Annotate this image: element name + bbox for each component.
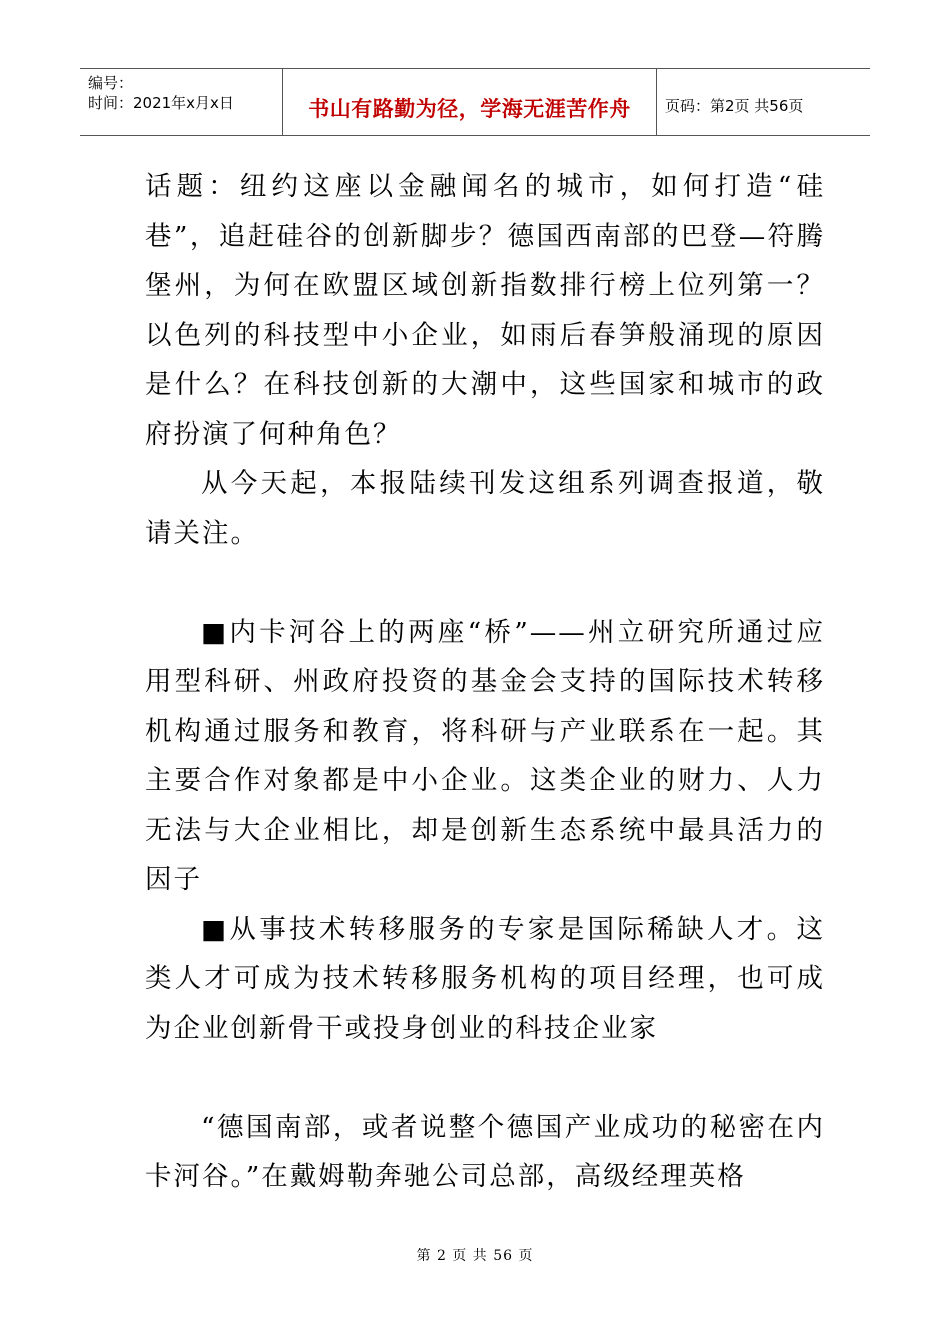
- document-number-label: 编号：: [88, 74, 134, 92]
- header-motto: 书山有路勤为径，学海无涯苦作舟: [308, 97, 631, 121]
- header-page-cell: [657, 69, 870, 135]
- paragraph-highlight-1: ■内卡河谷上的两座“桥”——州立研究所通过应用型科研、州政府投资的基金会支持的国际技术转移机构通过服务和教育，将科研与产业联系在一起。其主要合作对象都是中小企业。这类企业的财力、人力无法与大企业相比，却是创新生态系统中最具活力的因子: [145, 616, 825, 895]
- paragraph-highlight-2: ■从事技术转移服务的专家是国际稀缺人才。这类人才可成为技术转移服务机构的项目经理，也可成为企业创新骨干或投身创业的科技企业家: [145, 913, 825, 1044]
- paragraph-intro: 从今天起，本报陆续刊发这组系列调查报道，敬请关注。: [145, 468, 825, 549]
- header-meta-cell: [80, 69, 283, 135]
- paragraph-topic: 话题：纽约这座以金融闻名的城市，如何打造“硅巷”，追赶硅谷的创新脚步？德国西南部的巴登—符腾堡州，为何在欧盟区域创新指数排行榜上位列第一？以色列的科技型中小企业，如雨后春笋般涌现的原因是什么？在科技创新的大潮中，这些国家和城市的政府扮演了何种角色？: [145, 171, 825, 450]
- page-header: [80, 68, 870, 136]
- paragraph-gap: [145, 558, 825, 608]
- paragraph-gap: [145, 1053, 825, 1103]
- header-motto-cell: [283, 69, 657, 135]
- page-footer: 第 2 页 共 56 页: [416, 1248, 534, 1264]
- document-body: [145, 162, 825, 1202]
- document-time-label: 时间：2021年x月x日: [88, 94, 234, 112]
- header-page-info: 页码：第2页 共56页: [665, 97, 804, 115]
- paragraph-article-start: “德国南部，或者说整个德国产业成功的秘密在内卡河谷。”在戴姆勒奔驰公司总部，高级经理英格: [145, 1111, 825, 1192]
